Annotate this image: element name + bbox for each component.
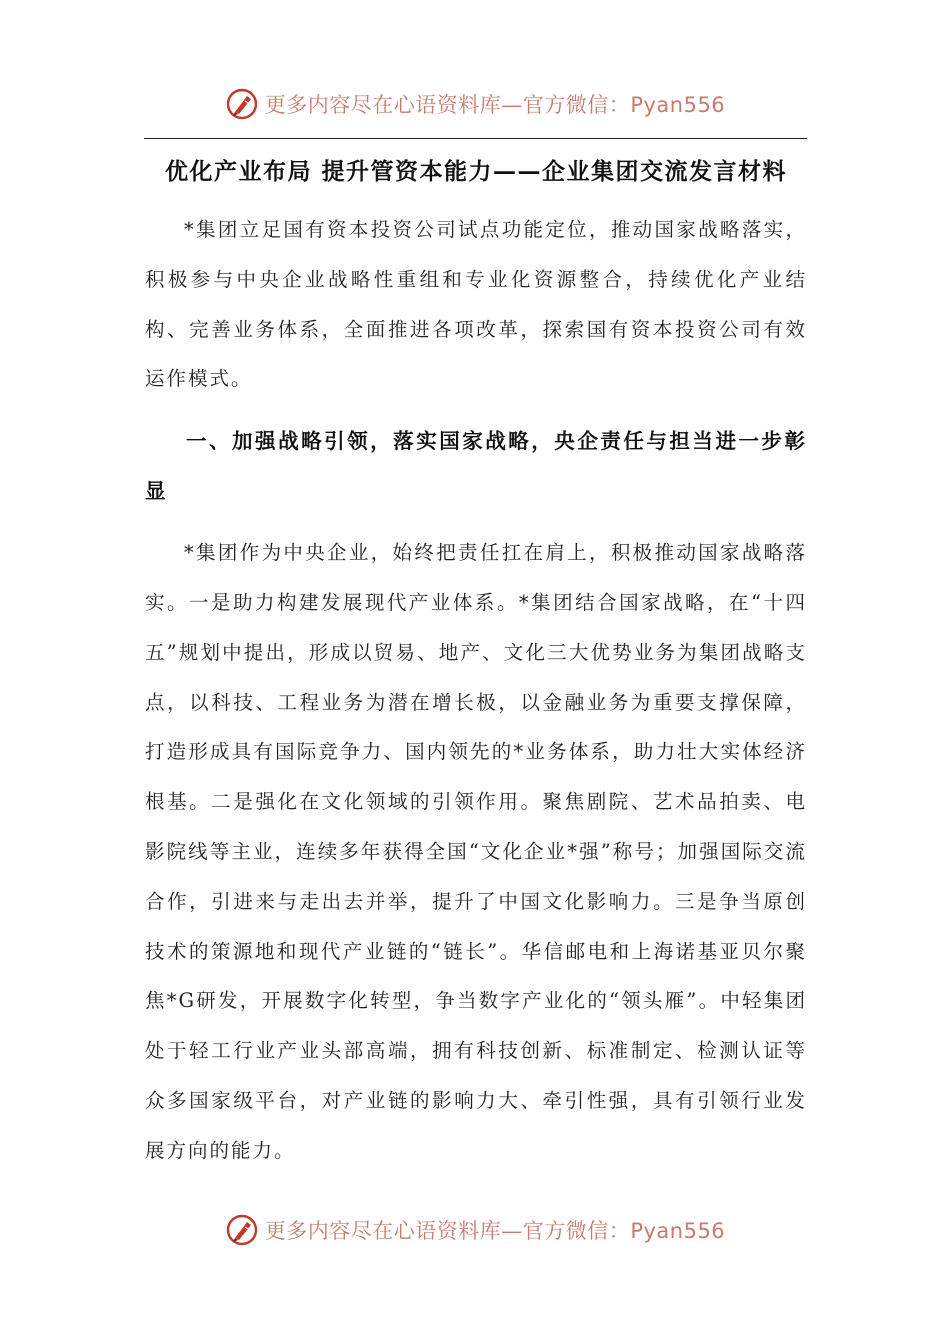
section-1-heading: 一、加强战略引领，落实国家战略，央企责任与担当进一步彰显 <box>145 429 807 504</box>
banner-slogan: 更多内容尽在心语资料库—官方微信： <box>264 93 631 117</box>
banner-text <box>265 1215 725 1245</box>
section-1-paragraph: *集团作为中央企业，始终把责任扛在肩上，积极推动国家战略落实。一是助力构建发展现代产业体系。*集团结合国家战略，在“十四五”规划中提出，形成以贸易、地产、文化三大优势业务为集团战略支点，以科技、工程业务为潜在增长极，以金融业务为重要支撑保障，打造形成具有国际竞争力、国内领先的*业务体系，助力壮大实体经济根基。二是强化在文化领域的引领作用。聚焦剧院、艺术品拍卖、电影院线等主业，连续多年获得全国“文化企业*强”称号；加强国际交流合作，引进来与走出去并举，提升了中国文化影响力。三是争当原创技术的策源地和现代产业链的“链长”。华信邮电和上海诺基亚贝尔聚焦*G研发，开展数字化转型，争当数字产业化的“领头雁”。中轻集团处于轻工行业产业头部高端，拥有科技创新、标准制定、检测认证等众多国家级平台，对产业链的影响力大、牵引性强，具有引领行业发展方向的能力。 <box>145 541 807 1162</box>
document-body <box>145 150 807 1176</box>
header-watermark-banner <box>0 82 950 126</box>
banner-slogan: 更多内容尽在心语资料库—官方微信： <box>264 1219 631 1243</box>
banner-wechat-id: Pyan556 <box>630 93 726 117</box>
banner-wechat-id: Pyan556 <box>630 1219 726 1243</box>
intro-paragraph: *集团立足国有资本投资公司试点功能定位，推动国家战略落实，积极参与中央企业战略性重组和专业化资源整合，持续优化产业结构、完善业务体系，全面推进各项改革，探索国有资本投资公司有效运作模式。 <box>145 218 807 391</box>
header-divider <box>144 138 807 139</box>
document-title: 优化产业布局 提升管资本能力——企业集团交流发言材料 <box>164 158 787 185</box>
footer-watermark-banner <box>0 1208 950 1252</box>
pen-nib-logo-icon <box>225 87 259 121</box>
banner-text <box>265 89 725 119</box>
pen-nib-logo-icon <box>225 1213 259 1247</box>
